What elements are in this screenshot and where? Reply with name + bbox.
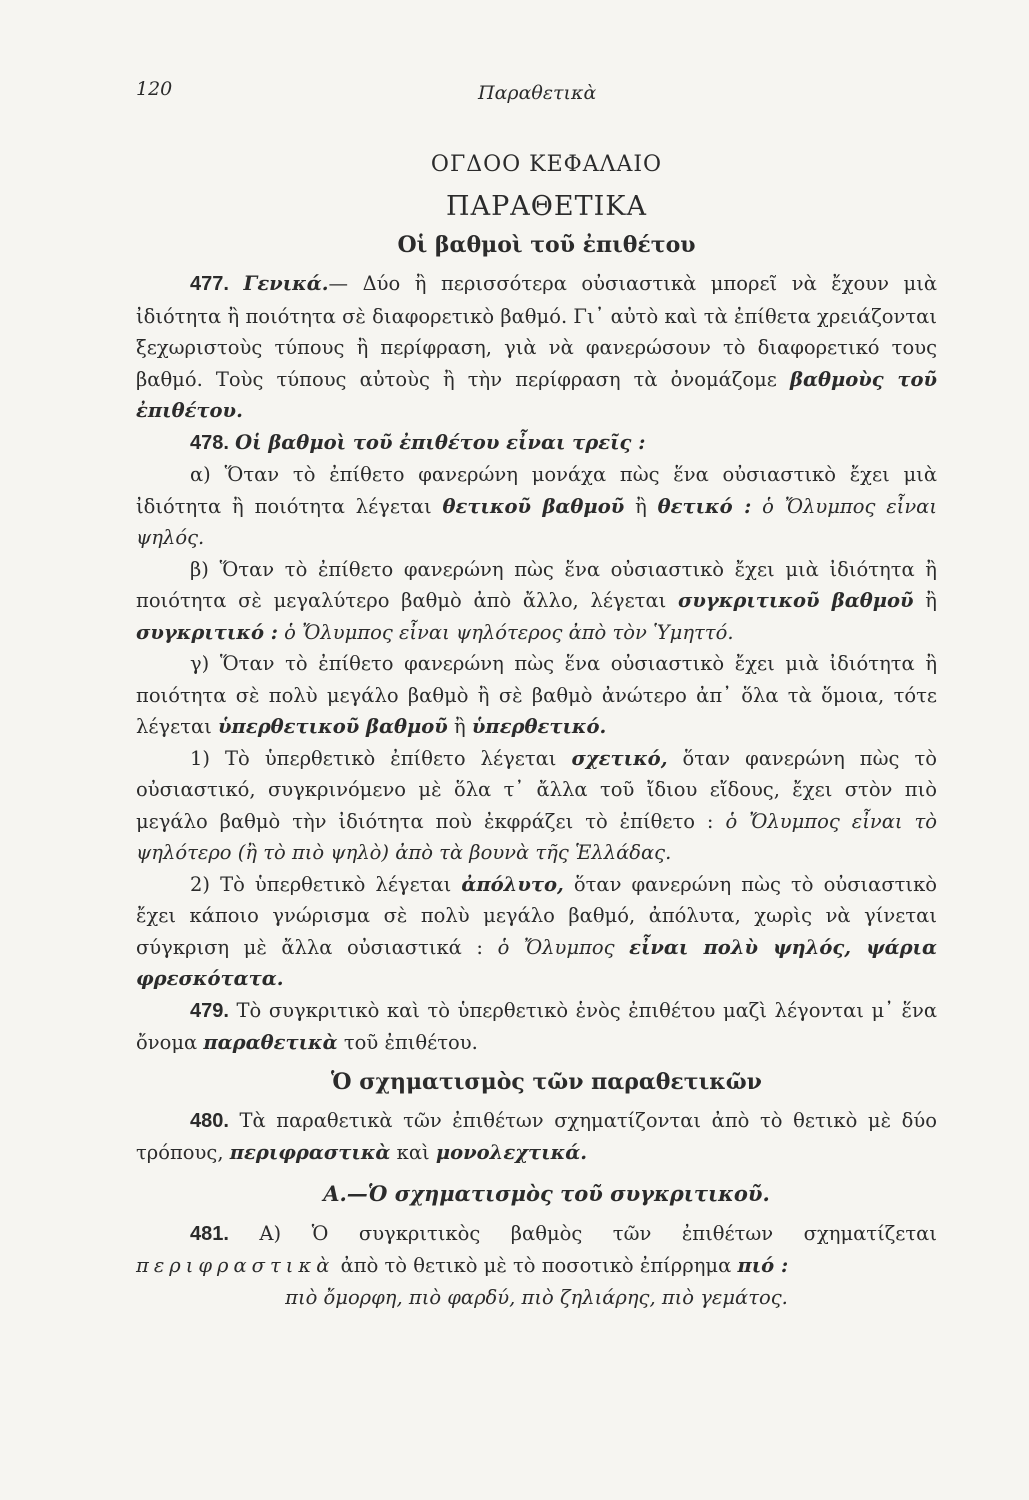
paragraph-number: 478. <box>190 431 229 454</box>
paragraph-text: καὶ <box>390 1141 436 1164</box>
paragraph-text: γ) Ὅταν τὸ ἐπίθετο φανερώνη πὼς ἕνα οὐσιαστικὸ ἔχει μιὰ ἰδιότητα ἢ ποιότητα σὲ πολὺ μεγάλο βαθμὸ ἢ σὲ βαθμὸ ἀνώτερο ἀπ᾿ ὅλα τὰ ὅμοια, τότε λέγεται <box>136 652 937 738</box>
term: σχετικό, <box>571 746 668 770</box>
paragraph-text: Τὸ συγκριτικὸ καὶ τὸ ὑπερθετικὸ ἑνὸς ἐπιθέτου μαζὶ λέγονται μ᾿ ἕνα ὄνομα <box>136 998 937 1054</box>
running-head <box>136 78 937 112</box>
paragraph-beta <box>136 554 937 649</box>
paragraph-text: β) Ὅταν τὸ ἐπίθετο φανερώνη πὼς ἕνα οὐσιαστικὸ ἔχει μιὰ ἰδιότητα ἢ ποιότητα σὲ μεγαλύτερο βαθμὸ ἀπὸ ἄλλο, λέγεται <box>136 557 937 612</box>
paragraph-number: 480. <box>190 1109 229 1132</box>
term: ὑπερθετικοῦ βαθμοῦ <box>218 715 448 738</box>
term: περιφραστικὰ <box>229 1141 391 1164</box>
paragraph-text: — Δύο ἢ περισσότερα οὐσιαστικὰ μπορεῖ νὰ ἔχουν μιὰ ἰδιότητα ἢ ποιότητα σὲ διαφορετικὸ βαθμό. Γι᾿ αὐτὸ καὶ τὰ ἐπίθετα χρειάζονται ξεχωριστοὺς τύπους ἢ περίφραση, γιὰ νὰ φανερώσουν τὸ διαφορετικό τους βαθμό. Τοὺς τύπους αὐτοὺς ἢ τὴν περίφραση τὰ ὀνομάζομε <box>136 272 938 391</box>
paragraph-number: 481. <box>190 1222 229 1245</box>
example: ὁ Ὄλυμπος εἶναι ψηλός. <box>136 494 937 549</box>
paragraph-text: α) Ὅταν τὸ ἐπίθετο φανερώνη μονάχα πὼς ἕνα οὐσιαστικὸ ἔχει μιὰ ἰδιότητα ἢ ποιότητα λέγεται <box>136 463 937 518</box>
paragraph-alpha <box>136 459 937 554</box>
paragraph-text: ἢ <box>447 715 472 738</box>
term: μονολεχτικά. <box>435 1141 587 1164</box>
term: συγκριτικό : <box>136 620 278 644</box>
paragraph-text: 1) Τὸ ὑπερθετικὸ ἐπίθετο λέγεται <box>190 746 572 770</box>
example: ὁ Ὄλυμπος εἶναι τὸ ψηλότερο (ἢ τὸ πιὸ ψηλὸ) ἀπὸ τὰ βουνὰ τῆς Ἑλλάδας. <box>136 809 937 864</box>
paragraph-text: ὅταν φανερώνη πὼς τὸ οὐσιαστικὸ ἔχει κάποιο γνώρισμα σὲ πολὺ μεγάλο βαθμό, ἀπόλυτα, χωρὶς νὰ γίνεται σύγκριση μὲ ἄλλα οὐσιαστικά : <box>136 872 937 959</box>
paragraph-481-examples <box>136 1282 937 1314</box>
page-number: 120 <box>136 78 173 100</box>
paragraph-number: 479. <box>190 999 229 1022</box>
term: θετικό : <box>657 494 752 518</box>
paragraph-text: ἢ <box>913 589 937 612</box>
chapter-title: ΠΑΡΑΘΕΤΙΚΑ <box>446 191 647 222</box>
paragraph-text: ἢ <box>624 494 658 518</box>
paragraph-text: Τὰ παραθετικὰ τῶν ἐπιθέτων σχηματίζονται ἀπὸ τὸ θετικὸ μὲ δύο τρόπους, <box>136 1108 937 1164</box>
paragraph-text: τοῦ ἐπιθέτου. <box>337 1031 478 1054</box>
paragraph-480 <box>136 1105 937 1169</box>
example: ὁ Ὄλυμπος εἶναι ψηλότερος ἀπὸ τὸν Ὑμηττό. <box>277 620 734 644</box>
subsection-heading-comparative: Α.—Ὁ σχηματισμὸς τοῦ συγκριτικοῦ. <box>323 1180 770 1206</box>
paragraph-477 <box>136 268 937 427</box>
term: πιό : <box>737 1254 789 1277</box>
term: παραθετικὰ <box>203 1031 338 1054</box>
section-heading-degrees: Οἱ βαθμοὶ τοῦ ἐπιθέτου <box>397 232 696 258</box>
paragraph-relative-superlative <box>136 743 937 869</box>
example: πιὸ ὄμορφη, πιὸ φαρδύ, πιὸ ζηλιάρης, πιὸ γεμάτος. <box>285 1285 788 1309</box>
paragraph-479 <box>136 995 937 1059</box>
paragraph-text: ἀπὸ τὸ θετικὸ μὲ τὸ ποσοτικὸ ἐπίρρημα <box>334 1254 738 1277</box>
example: εἶναι πολὺ ψηλός, ψάρια φρεσκότατα. <box>136 935 937 990</box>
paragraph-gamma <box>136 648 937 743</box>
paragraph-number: 477. <box>190 273 229 295</box>
paragraph-text: Α) Ὁ συγκριτικὸς βαθμὸς τῶν ἐπιθέτων σχηματίζεται <box>228 1221 937 1245</box>
term: ἀπόλυτο, <box>461 872 564 896</box>
term: βαθμοὺς τοῦ ἐπιθέτου. <box>136 367 938 422</box>
chapter-label: ΟΓΔΟΟ ΚΕΦΑΛΑΙΟ <box>430 152 663 177</box>
paragraph-481 <box>136 1218 937 1282</box>
spaced-term: περιφραστικὰ <box>136 1254 335 1277</box>
paragraph-text: 2) Τὸ ὑπερθετικὸ λέγεται <box>190 872 462 896</box>
term: θετικοῦ βαθμοῦ <box>442 494 625 518</box>
section-heading-formation: Ὁ σχηματισμὸς τῶν παραθετικῶν <box>331 1068 762 1095</box>
paragraph-text: ὅταν φανερώνη πὼς τὸ οὐσιαστικό, συγκρινόμενο μὲ ὅλα τ᾿ ἄλλα τοῦ ἴδιου εἴδους, ἔχει στὸν πιὸ μεγάλο βαθμὸ τὴν ἰδιότητα ποὺ ἐκφράζει τὸ ἐπίθετο : <box>136 746 937 833</box>
paragraph-absolute-superlative <box>136 869 937 995</box>
paragraph-478 <box>136 427 937 460</box>
term: ὑπερθετικό. <box>471 715 607 738</box>
running-title: Παραθετικὰ <box>478 82 597 104</box>
paragraph-title: Οἱ βαθμοὶ τοῦ ἐπιθέτου εἶναι τρεῖς : <box>235 430 646 454</box>
paragraph-title: Γενικά. <box>243 272 329 295</box>
example: ὁ Ὄλυμπος <box>497 935 630 959</box>
term: συγκριτικοῦ βαθμοῦ <box>678 589 914 612</box>
